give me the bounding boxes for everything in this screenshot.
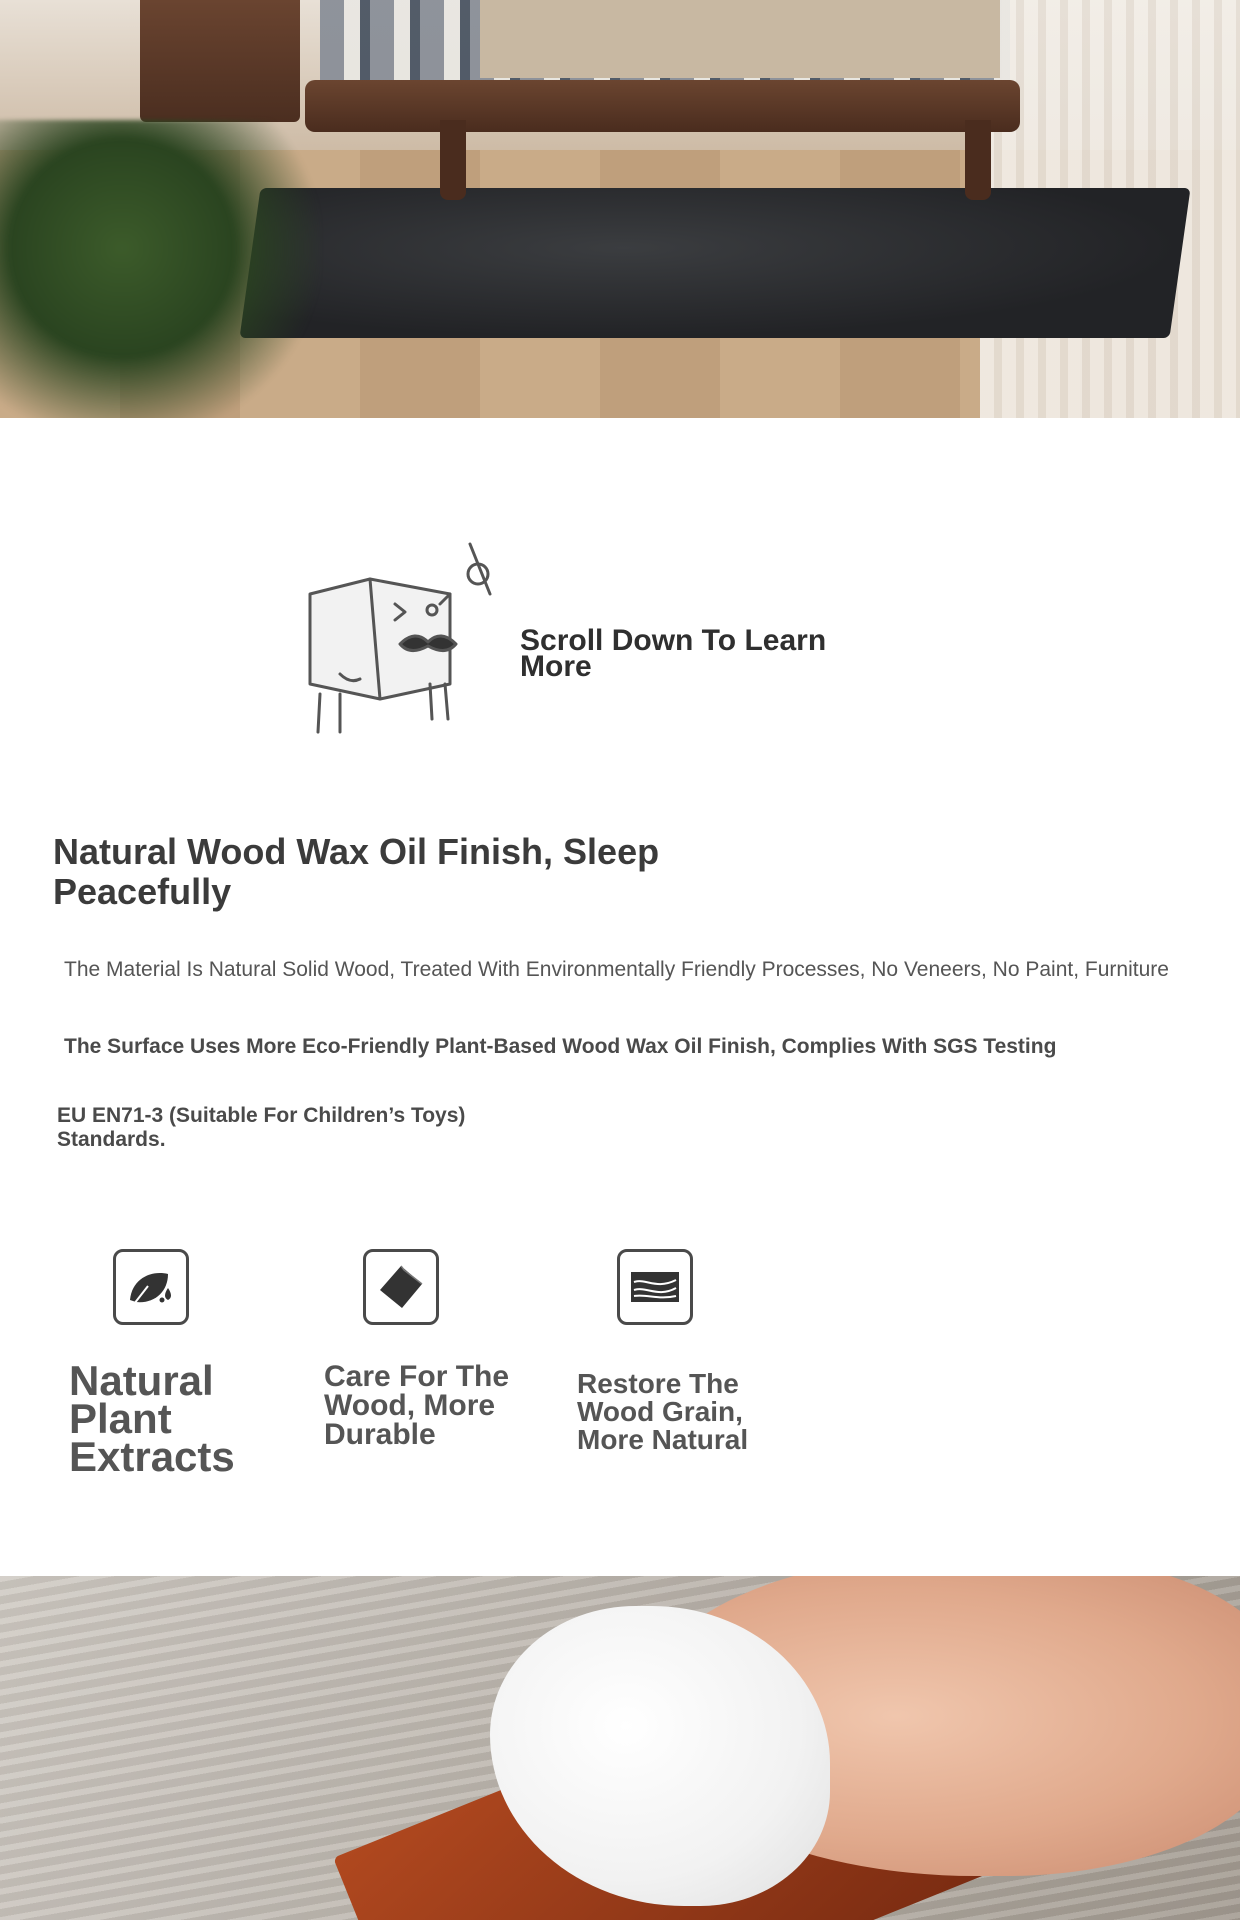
feature-label: Natural Plant Extracts [69,1357,235,1480]
feature-label: Care For The Wood, More Durable [324,1360,510,1451]
description-paragraph: The Material Is Natural Solid Wood, Treated With Environmentally Friendly Processes, No Veneers, No Paint, Furniture [64,958,1169,981]
scroll-down-hint: Scroll Down To Learn More [520,624,827,683]
section-title: Natural Wood Wax Oil Finish, Sleep Peacefully [53,831,660,912]
description-paragraph: The Surface Uses More Eco-Friendly Plant-Based Wood Wax Oil Finish, Complies With SGS Testing [64,1035,1057,1058]
wiping-wood-photo [0,1576,1240,1920]
hero-bedroom-photo [0,0,1240,418]
wood-grain-icon [617,1249,693,1325]
mustache-cabinet-mascot-icon [300,534,500,734]
leaf-drop-icon [113,1249,189,1325]
wood-block-icon [363,1249,439,1325]
feature-label: Restore The Wood Grain, More Natural [577,1368,749,1455]
description-paragraph: EU EN71-3 (Suitable For Children’s Toys) Standards. [57,1104,466,1151]
